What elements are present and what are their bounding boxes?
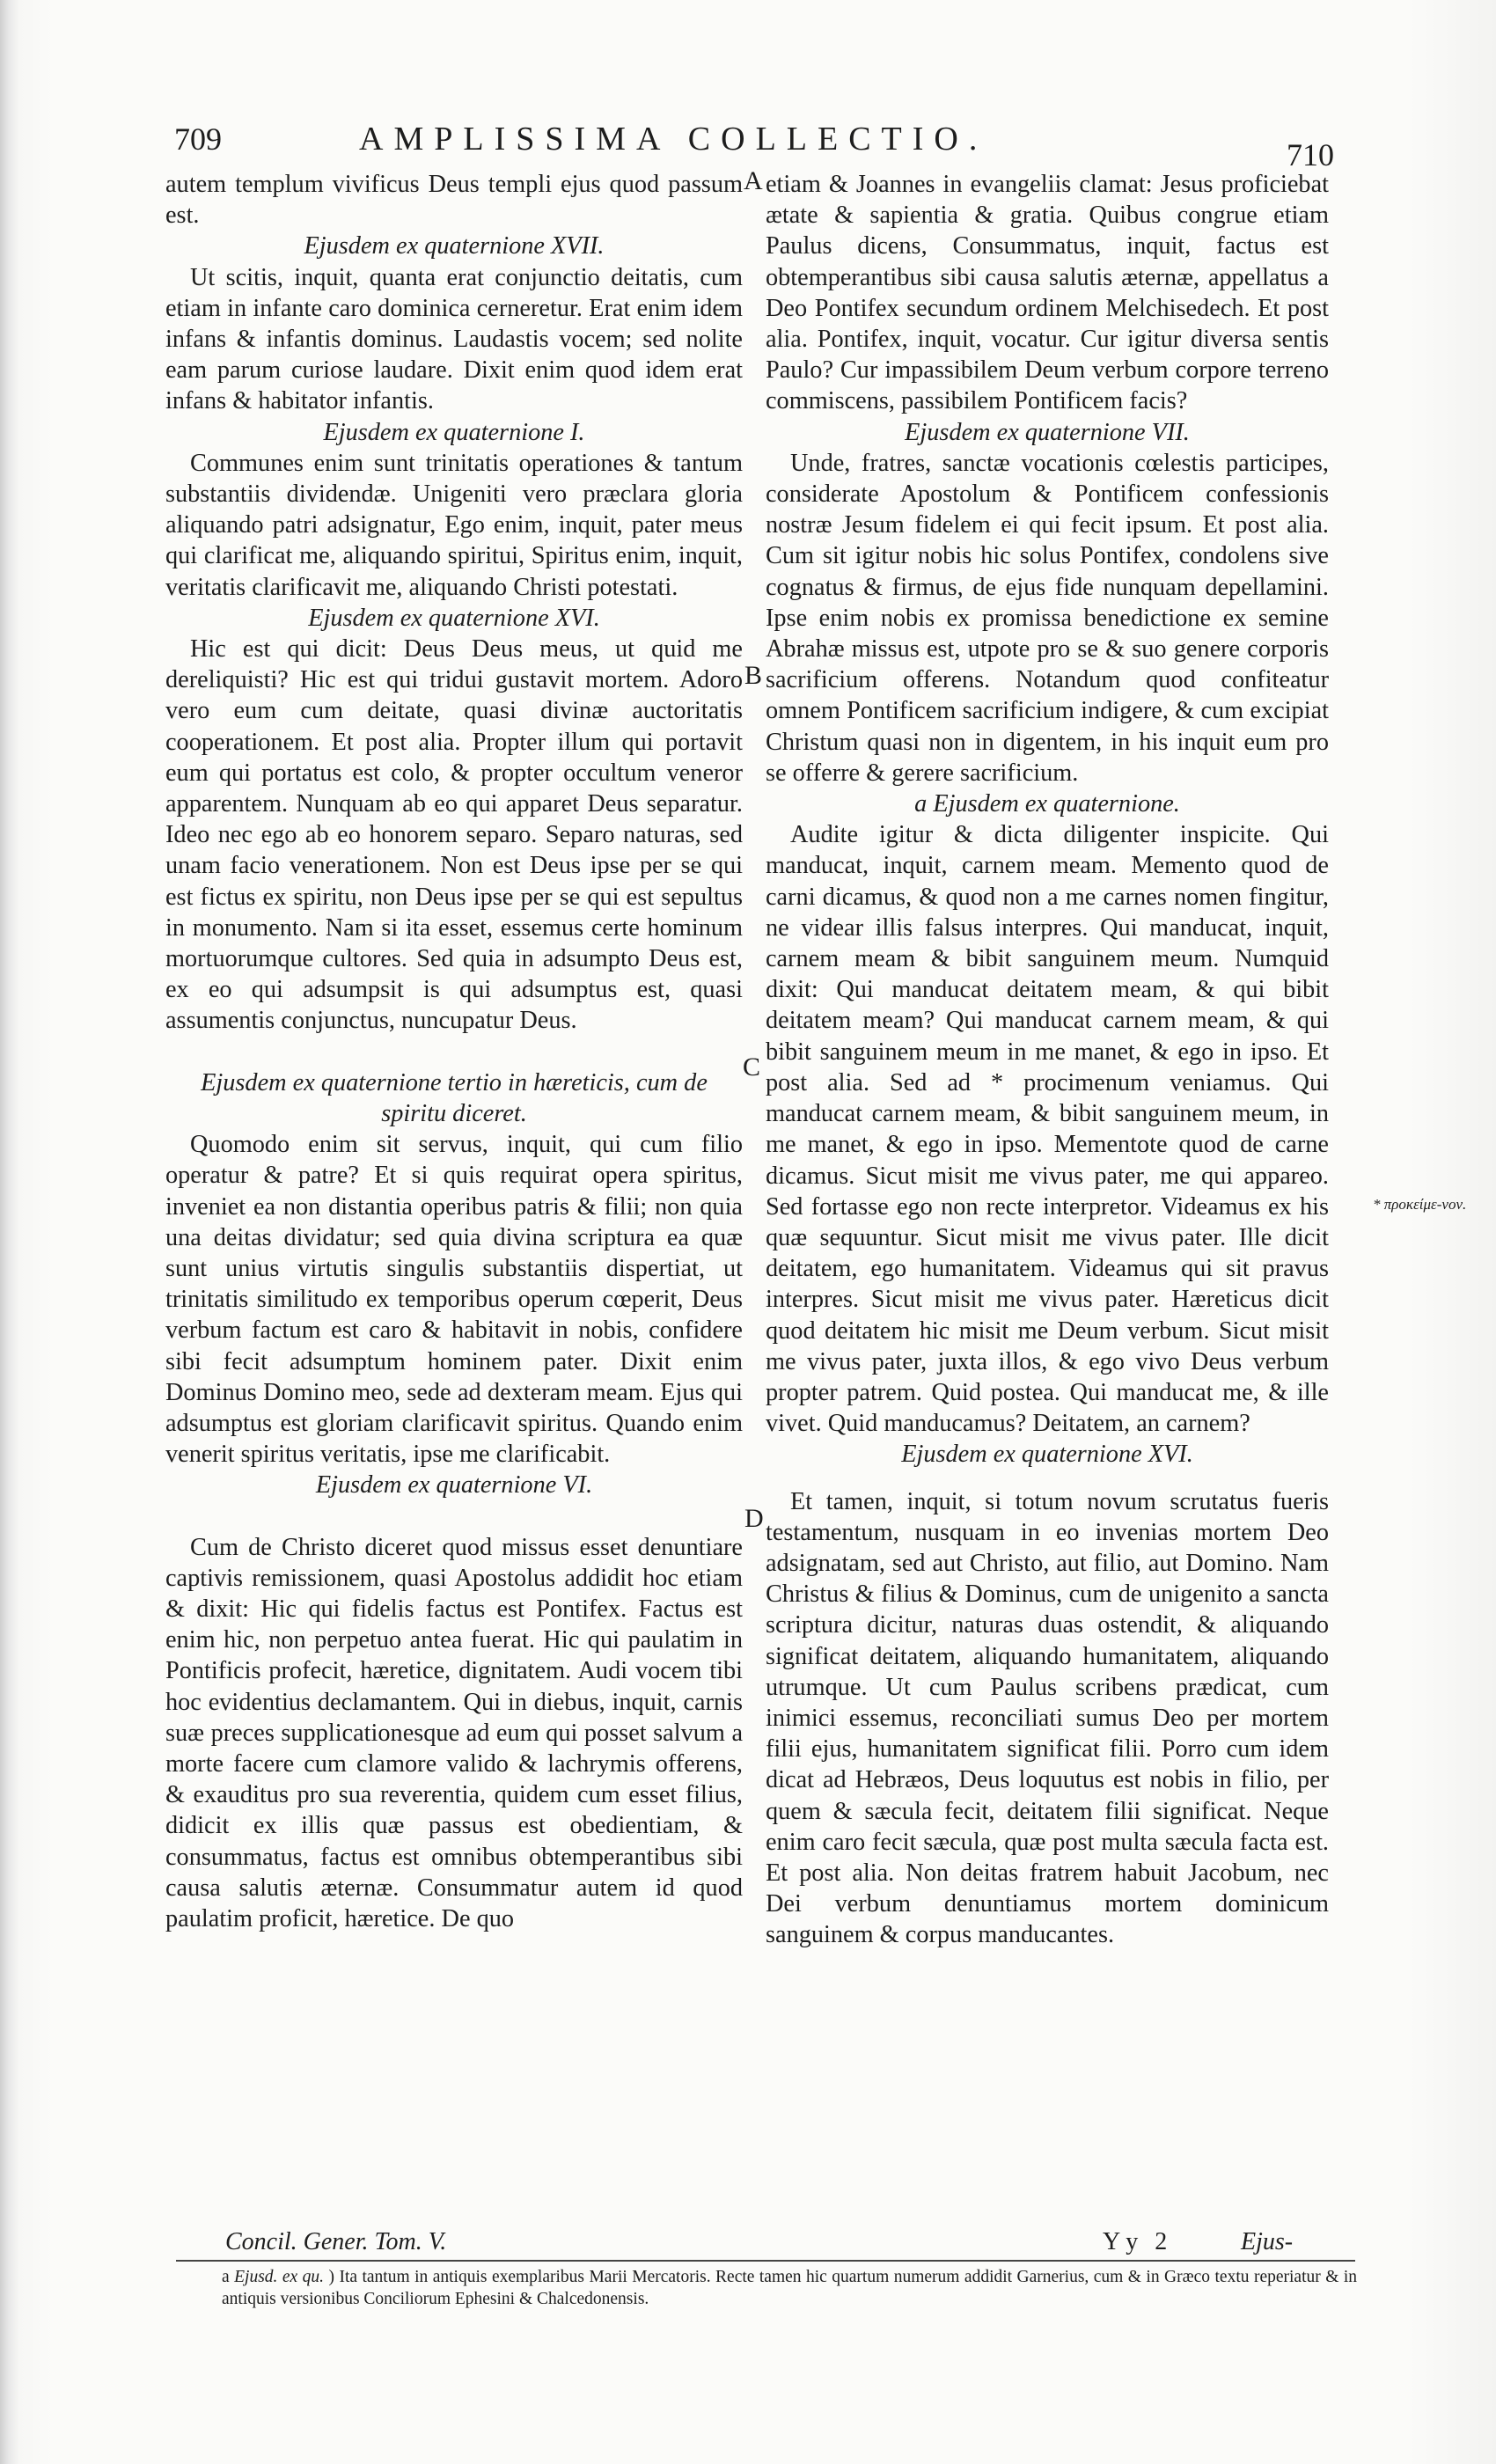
left-column <box>165 169 743 2233</box>
right-column <box>766 169 1329 2233</box>
section-heading: Ejusdem ex quaternione XVI. <box>901 1441 1193 1469</box>
section-heading: a Ejusdem ex quaternione. <box>914 790 1180 818</box>
running-title: AMPLISSIMA COLLECTIO. <box>359 121 988 158</box>
spacer <box>165 1501 743 1532</box>
footnote-rule <box>176 2260 1355 2262</box>
spacer <box>766 1470 1329 1486</box>
volume-line: Concil. Gener. Tom. V. <box>225 2228 447 2255</box>
section-heading: Ejusdem ex quaternione VI. <box>315 1471 593 1500</box>
footnote-reference: Ejusd. ex qu. <box>234 2268 325 2286</box>
paragraph: Quomodo enim sit servus, inquit, qui cum filio operatur & patre? Et si quis requirat opera spiritus, inveniet ea non distantia operibus patris & filii; non quia una deitas dividatur; sed quia divina scriptura ea quæ sunt unius virtutis singulis substantiis dispertiat, ut trinitatis similitudo ex temporibus operum cœperit, Deus verbum factum est caro & habitavit in nobis, confidere sibi fecit adsumptum hominem pater. Dixit enim Dominus Domino meo, sede ad dexteram meam. Ejus qui adsumptus est gloriam clarificavit spiritus. Quando enim venerit spiritus veritatis, ipse me clarificabit. <box>165 1131 743 1469</box>
section-heading: Ejusdem ex quaternione VII. <box>905 418 1190 446</box>
paragraph: Ut scitis, inquit, quanta erat conjunctio deitatis, cum etiam in infante caro dominica cerneretur. Erat enim idem infans & infantis dominus. Laudastis vocem; sed nolite eam parum curiose laudare. Dixit enim quod idem erat infans & habitator infantis. <box>165 263 743 415</box>
footnote <box>222 2266 1357 2310</box>
section-heading: Ejusdem ex quaternione XVII. <box>304 232 605 260</box>
section-heading: Ejusdem ex quaternione XVI. <box>308 604 600 632</box>
margin-marker-b: B <box>744 661 763 690</box>
signature-mark: Yy 2 <box>1103 2228 1173 2255</box>
continued-paragraph: autem templum vivificus Deus templi ejus quod passum est. <box>165 171 743 230</box>
catchword: Ejus- <box>1241 2228 1294 2255</box>
paragraph: Et tamen, inquit, si totum novum scrutatus fueris testamentum, nusquam in eo invenias mortem Deo adsignatam, sed aut Christo, aut filio, aut Domino. Nam Christus & filius & Dominus, cum de unigenito a sancta scriptura dicitur, naturas duas ostendit, & aliquando significat deitatem, aliquando humanitatem, aliquando utrumque. Ut cum Paulus scribens prædicat, cum inimici essemus, reconciliati sumus Deo per mortem filii ejus, humanitatem significat filii. Porro cum idem dicat ad Hebræos, Deus loquutus est nobis in filio, per quem & sæcula fecit, deitatem filii significat. Neque enim caro fecit sæcula, quæ post multa sæcula facta est. Et post alia. Non deitas fratrem habuit Jacobum, nec Dei verbum denuntiamus mortem dominicum sanguinem & corpus manducantes. <box>766 1487 1329 1949</box>
margin-marker-c: C <box>743 1052 761 1082</box>
right-page-number: 710 <box>1287 137 1334 172</box>
margin-note-greek: * προκείμε-νον. <box>1373 1196 1467 1213</box>
margin-marker-a: A <box>744 166 763 195</box>
continued-paragraph: etiam & Joannes in evangeliis clamat: Jesus proficiebat ætate & sapientia & gratia. Quibus congrue etiam Paulus dicens, Consummatus, inquit, factus est obtemperantibus sibi causa salutis æternæ, appellatus a Deo Pontifex secundum ordinem Melchisedech. Et post alia. Pontifex, inquit, vocatur. Cur igitur diversa sentis Paulo? Cur impassibilem Deum verbum corpore terreno commiscens, passibilem Pontificem facis? <box>766 171 1329 415</box>
spacer <box>165 1037 743 1067</box>
footnote-text: ) Ita tantum in antiquis exemplaribus Marii Mercatoris. Recte tamen hic quartum numerum addidit Garnerius, cum & in Græco textu reperiatur & in antiquis versionibus Conciliorum Ephesini & Chalcedonensis. <box>222 2268 1357 2308</box>
paragraph: Audite igitur & dicta diligenter inspicite. Qui manducat, inquit, carnem meam. Memento quod de carni dicamus, & quod non a me carnes nomen fingitur, ne videar illis falsus interpres. Qui manducat, inquit, carnem meam & bibit sanguinem meum. Numquid dixit: Qui manducat deitatem meam, & qui bibit deitatem meam? Qui manducat carnem meam, & qui bibit sanguinem meum in me manet, & ego in ipso. Et post alia. Sed ad * procimenum veniamus. Qui manducat carnem meam, & bibit sanguinem meum, in me manet, & ego in ipso. Mementote quod de carne dicamus. Sicut misit me vivus pater, me qui appareo. Sed fortasse ego non recte interpretor. Videamus ex his quæ sequuntur. Sicut misit me vivus pater. Ille dicit deitatem, ego humanitatem. Videamus qui sit pravus interpres. Sicut misit me vivus pater. Hæreticus dicit quod deitatem hic misit me Deum verbum. Sicut misit me vivus pater, juxta illos, & ego vivo Deus verbum propter patrem. Quid postea. Qui manducat me, & ille vivet. Quid manducamus? Deitatem, an carnem? <box>766 821 1329 1438</box>
footnote-mark: a <box>222 2268 230 2286</box>
left-page-number: 709 <box>174 121 222 157</box>
paragraph: Communes enim sunt trinitatis operationes & tantum substantiis dividendæ. Unigeniti vero præclara gloria aliquando patri adsignatur, Ego enim, inquit, pater meus qui clarificat me, aliquando spiritui, Spiritus enim, inquit, veritatis clarificavit me, aliquando Christi potestati. <box>165 449 743 601</box>
section-heading: Ejusdem ex quaternione I. <box>323 418 585 446</box>
paragraph: Unde, fratres, sanctæ vocationis cœlestis participes, considerate Apostolum & Pontificem confessionis nostræ Jesum fidelem ei qui fecit ipsum. Et post alia. Cum sit igitur nobis hic solus Pontifex, condolens sive cognatus & firmus, de ejus fide nunquam depellamini. Ipse enim nobis ex promissa benedictione ex semine Abrahæ missus est, utpote pro se & suo genere corporis sacrificium offerens. Notandum quod confiteatur omnem Pontificem sacrificium indigere, & cum excipiat Christum quasi non in digentem, in his inquit eum pro se offerre & gerere sacrificium. <box>766 449 1329 787</box>
paragraph: Cum de Christo diceret quod missus esset denuntiare captivis remissionem, quasi Apostolus addidit hoc etiam & dixit: Hic qui fidelis factus est Pontifex. Factus est enim hic, non perpetuo antea fuerat. Hic qui paulatim in Pontificis profecit, hæretice, dignitatem. Audi vocem tibi hoc evidentius declamantem. Qui in diebus, inquit, carnis suæ preces supplicationesque ad eum qui posset salvum a morte facere cum clamore valido & lachrymis offerens, & exauditus pro sua reverentia, quidem cum esset filius, didicit ex illis quæ passus est obedientiam, & consummatus, factus est omnibus obtemperantibus sibi causa salutis æternæ. Consummatur autem id quod paulatim proficit, hæretice. De quo <box>165 1533 743 1932</box>
paragraph: Hic est qui dicit: Deus Deus meus, ut quid me dereliquisti? Hic est qui tridui gustavit mortem. Adoro vero eum cum deitate, quasi divinæ auctoritatis cooperationem. Et post alia. Propter illum qui portavit eum qui portatus est colo, & propter occultum veneror apparentem. Nunquam ab eo qui apparet Deus separatur. Ideo nec ego ab eo honorem separo. Separo naturas, sed unam facio venerationem. Non est Deus ipse per se qui est fictus ex spiritu, non Deus ipse per se qui est sepultus in monumento. Nam si ita esset, essemus certe hominum mortuorumque cultores. Sed quia in adsumpto Deus est, ex eo qui adsumpsit is qui adsumptus est, quasi assumentis conjunctus, nuncupatur Deus. <box>165 635 743 1035</box>
margin-marker-d: D <box>744 1504 764 1533</box>
section-heading: Ejusdem ex quaternione tertio in hæreticis, cum de spiritu diceret. <box>201 1068 708 1127</box>
